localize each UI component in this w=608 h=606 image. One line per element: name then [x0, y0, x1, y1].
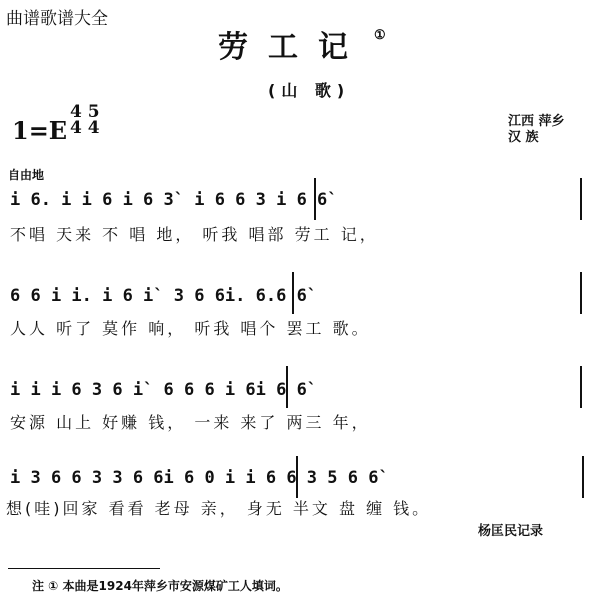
song-title: 劳工记: [218, 30, 368, 65]
bar-line: [292, 272, 294, 314]
bar-line: [286, 366, 288, 408]
bar-line: [580, 366, 582, 408]
time-signature: [70, 104, 100, 136]
lyric-line-2: 人人 听了 莫作 响， 听我 唱个 罢工 歌。: [10, 319, 371, 338]
lyric-line-4: 想(哇)回家 看看 老母 亲， 身无 半文 盘 缠 钱。: [6, 499, 432, 518]
lyric-line-1: 不唱 天来 不 唱 地， 听我 唱部 劳工 记，: [10, 225, 379, 244]
notation-line-3: i i i 6 3 6 i` 6 6 6 i 6i 6 6`: [10, 380, 318, 400]
origin-ethnicity: 汉 族: [508, 130, 539, 145]
bar-line: [296, 456, 298, 498]
notation-line-4: i 3 6 6 3 3 6 6i 6 0 i i 6 6 3 5 6 6`: [10, 468, 389, 488]
lyric-line-3: 安源 山上 好赚 钱， 一来 来了 两三 年，: [10, 413, 371, 432]
site-label: 曲谱歌谱大全: [6, 9, 108, 29]
notation-line-1: i 6. i i 6 i 6 3` i 6 6 3 i 6 6`: [10, 190, 338, 210]
bar-line: [314, 178, 316, 220]
song-genre: (山 歌): [268, 81, 351, 100]
bar-line: [580, 178, 582, 220]
meter-numerators: 4 5: [70, 102, 100, 122]
key-signature: 1=E: [12, 116, 68, 145]
footnote-divider: [8, 568, 160, 569]
recorder-credit: 杨匡民记录: [478, 524, 544, 539]
meter-denominators: 4 4: [70, 118, 100, 138]
bar-line: [580, 272, 582, 314]
title-footnote-mark: ①: [374, 28, 386, 43]
bar-line: [582, 456, 584, 498]
tempo-marking: 自由地: [8, 168, 45, 182]
notation-line-2: 6 6 i i. i 6 i` 3 6 6i. 6.6 6`: [10, 286, 318, 306]
origin-region: 江西 萍乡: [508, 114, 565, 129]
footnote: 注 ① 本曲是1924年萍乡市安源煤矿工人填词。: [32, 579, 288, 593]
